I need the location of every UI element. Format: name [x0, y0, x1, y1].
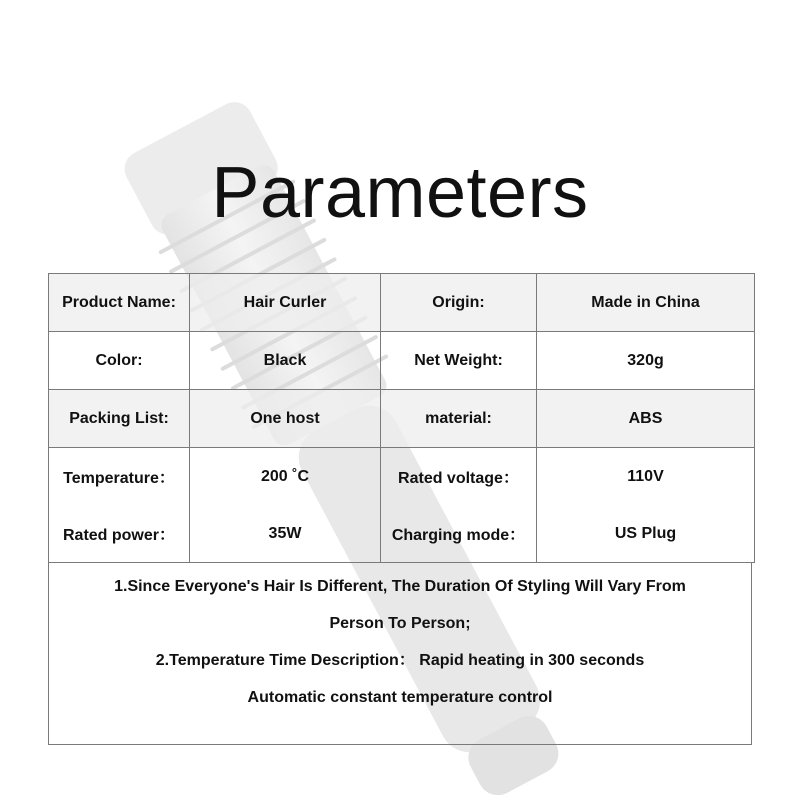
- origin-value: Made in China: [537, 274, 755, 332]
- origin-label: Origin:: [381, 274, 537, 332]
- parameters-table: [48, 273, 755, 563]
- note-line-3: 2.Temperature Time Description： Rapid heating in 300 seconds: [155, 652, 645, 669]
- table-row: [49, 448, 755, 506]
- packing-list-label: Packing List:: [49, 390, 190, 448]
- color-label: Color:: [49, 332, 190, 390]
- net-weight-label: Net Weight:: [381, 332, 537, 390]
- material-value: ABS: [537, 390, 755, 448]
- rated-power-label: Rated power：: [49, 505, 190, 563]
- table-row: [49, 390, 755, 448]
- material-label: material:: [381, 390, 537, 448]
- table-row: [49, 274, 755, 332]
- notes-box: [48, 562, 752, 745]
- page-title: Parameters: [211, 153, 589, 233]
- note-line-4: Automatic constant temperature control: [247, 689, 553, 706]
- note-line-2: Person To Person;: [329, 615, 471, 632]
- table-row: [49, 332, 755, 390]
- product-name-value: Hair Curler: [190, 274, 381, 332]
- note-line-1: 1.Since Everyone's Hair Is Different, The Duration Of Styling Will Vary From: [114, 578, 686, 595]
- rated-voltage-label: Rated voltage：: [381, 448, 537, 506]
- packing-list-value: One host: [190, 390, 381, 448]
- temperature-label: Temperature：: [49, 448, 190, 506]
- color-value: Black: [190, 332, 381, 390]
- rated-power-value: 35W: [190, 505, 381, 563]
- charging-mode-label: Charging mode：: [381, 505, 537, 563]
- temperature-value: 200 ˚C: [190, 448, 381, 506]
- net-weight-value: 320g: [537, 332, 755, 390]
- charging-mode-value: US Plug: [537, 505, 755, 563]
- table-row: [49, 505, 755, 563]
- rated-voltage-value: 110V: [537, 448, 755, 506]
- product-name-label: Product Name:: [49, 274, 190, 332]
